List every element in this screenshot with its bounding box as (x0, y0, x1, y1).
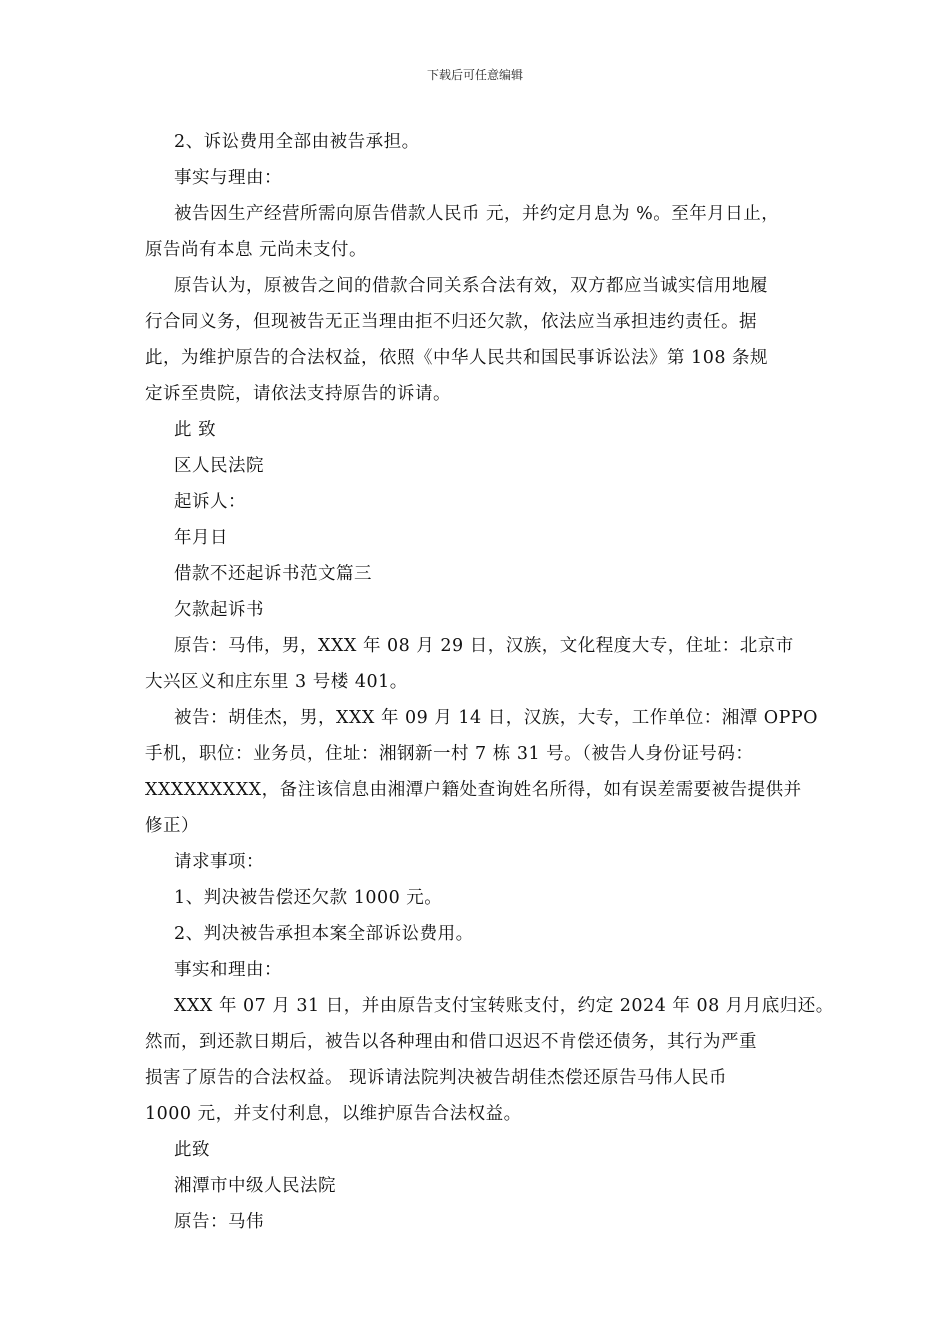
text-line: 湘潭市中级人民法院 (174, 1176, 336, 1196)
text-line: 手机，职位：业务员，住址：湘钢新一村 7 栋 31 号。（被告人身份证号码： (145, 744, 754, 764)
text-line: XXX 年 07 月 31 日，并由原告支付宝转账支付，约定 2024 年 08 月月底归还。 (174, 996, 834, 1016)
text-line: 原告认为，原被告之间的借款合同关系合法有效，双方都应当诚实信用地履 (174, 276, 768, 296)
text-line: 请求事项： (174, 852, 264, 872)
text-line: 定诉至贵院，请依法支持原告的诉请。 (145, 384, 451, 404)
text-line: 欠款起诉书 (174, 600, 264, 620)
text-line: 1000 元，并支付利息，以维护原告合法权益。 (145, 1104, 522, 1124)
text-line: 借款不还起诉书范文篇三 (174, 564, 372, 584)
text-line: 大兴区义和庄东里 3 号楼 401。 (145, 672, 408, 692)
text-line: 起诉人： (174, 492, 246, 512)
text-line: 原告：马伟，男，XXX 年 08 月 29 日，汉族，文化程度大专，住址：北京市 (174, 636, 794, 656)
text-line: XXXXXXXXX，备注该信息由湘潭户籍处查询姓名所得，如有误差需要被告提供并 (145, 780, 802, 800)
text-line: 2、判决被告承担本案全部诉讼费用。 (174, 924, 474, 944)
text-line: 被告：胡佳杰，男，XXX 年 09 月 14 日，汉族，大专，工作单位：湘潭 OPPO (174, 708, 819, 728)
text-line: 原告：马伟 (174, 1212, 264, 1232)
text-line: 原告尚有本息 元尚未支付。 (145, 240, 368, 260)
text-line: 年月日 (174, 528, 228, 548)
text-line: 2、诉讼费用全部由被告承担。 (174, 132, 420, 152)
text-line: 此 致 (174, 420, 217, 440)
text-line: 修正） (145, 816, 199, 836)
text-line: 然而，到还款日期后，被告以各种理由和借口迟迟不肯偿还债务，其行为严重 (145, 1032, 757, 1052)
text-line: 行合同义务，但现被告无正当理由拒不归还欠款，依法应当承担违约责任。据 (145, 312, 757, 332)
text-line: 此致 (174, 1140, 210, 1160)
text-line: 区人民法院 (174, 456, 264, 476)
page-header: 下载后可任意编辑 (426, 68, 523, 82)
text-line: 被告因生产经营所需向原告借款人民币 元，并约定月息为 %。至年月日止， (174, 204, 780, 224)
text-line: 此，为维护原告的合法权益，依照《中华人民共和国民事诉讼法》第 108 条规 (145, 348, 769, 368)
text-line: 事实与理由： (174, 168, 282, 188)
text-line: 1、判决被告偿还欠款 1000 元。 (174, 888, 443, 908)
document-body (145, 124, 834, 1240)
text-line: 事实和理由： (174, 960, 282, 980)
text-line: 损害了原告的合法权益。 现诉请法院判决被告胡佳杰偿还原告马伟人民币 (145, 1068, 728, 1088)
